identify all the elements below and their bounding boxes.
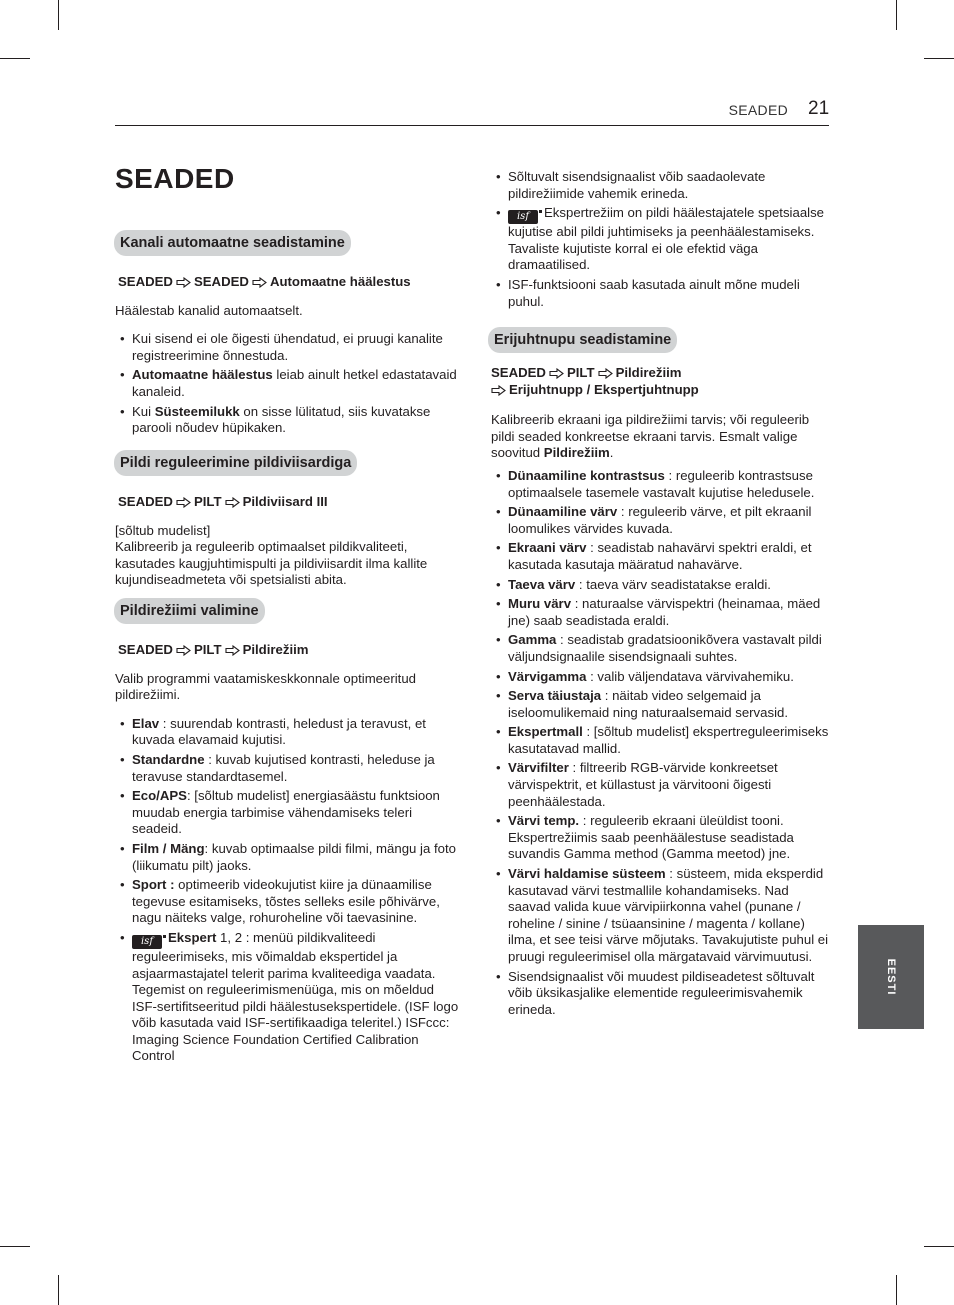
list-item: • Sisendsignaalist või muudest pildiseadetest sõltuvalt võib üksikasjalike elementide reguleerimisvahemik erineda. [491,969,831,1019]
path-step: SEADED [118,494,173,509]
bullet-list [115,331,460,437]
language-tab [858,925,924,1029]
arrow-right-icon [176,277,191,288]
path-step: SEADED [193,274,249,289]
section-heading: Pildirežiimi valimine [114,598,265,624]
crop-mark [896,0,897,30]
arrow-right-icon [252,277,267,288]
running-header-section: SEADED [728,102,788,118]
path-step: Pildiviisard III [242,494,328,509]
arrow-right-icon [491,385,506,396]
section-channel-autotune [115,230,460,440]
section-heading: Pildi reguleerimine pildiviisardiga [114,450,357,476]
arrow-right-icon [549,368,564,379]
path-step: SEADED [491,365,546,380]
list-item: • Ekspertmall : [sõltub mudelist] ekspertreguleerimiseks kasutatavad mallid. [491,724,831,757]
section-expert-control [491,327,831,1021]
menu-path [491,365,831,398]
section-intro: Valib programmi vaatamiskeskkonnale optimeeritud pildirežiimi. [115,670,417,703]
list-item: • Gamma : seadistab gradatsioonikõvera vastavalt pildi väljundsignaalile sisendsignaali suhtes. [491,632,831,665]
bullet-list [115,716,460,1065]
section-picture-wizard [115,450,460,589]
menu-path [118,494,460,511]
list-item: • ISF-funktsiooni saab kasutada ainult mõne mudeli puhul. [491,277,831,310]
list-item: • Värvi temp. : reguleerib ekraani üleüldist tooni. Ekspertrežiimis saab peenhäälestuse seadistada suvandis Gamma method (Gamma meetod) jne. [491,813,831,863]
list-item: • Film / Mäng: kuvab optimaalse pildi filmi, mängu ja foto (liikumatu pilt) jaoks. [115,841,460,874]
section-body: Kalibreerib ja reguleerib optimaalset pildikvaliteeti, kasutades kaugjuhtimispulti ja pildiviisardit ilma kallite kujundiseadmeteta või spetsialisti abita. [115,539,428,588]
section-intro: Kalibreerib ekraani iga pildirežiimi tarvis; või reguleerib pildi seaded konkreetse ekraani tarvis. Esmalt valige soovitud Pildirežiim. [491,412,810,461]
list-item: • Taeva värv : taeva värv seadistatakse eraldi. [491,577,831,594]
menu-path [118,642,460,659]
path-step: Pildirežiim [242,642,309,657]
list-item: • Sport : optimeerib videokujutist kiire ja dünaamilise tegevuse esitamiseks, tõstes selleks esile põhivärve, nagu näiteks valge, rohuroheline või taevasinine. [115,877,460,927]
crop-mark [0,1246,30,1247]
language-tab-label: EESTI [885,958,897,996]
crop-mark [896,1275,897,1305]
model-note: [sõltub mudelist] [115,522,211,538]
section-picture-mode-notes [491,169,831,313]
arrow-right-icon [225,645,240,656]
path-step: SEADED [118,274,173,289]
path-step: SEADED [118,642,173,657]
header-rule [115,125,829,126]
crop-mark [924,1246,954,1247]
list-item: • Kui sisend ei ole õigesti ühendatud, ei pruugi kanalite registreerimine õnnestuda. [115,331,460,364]
isf-logo-icon: isf [132,935,162,949]
list-item: • Standardne : kuvab kujutised kontrasti, heleduse ja teravuse standardtasemel. [115,752,460,785]
list-item: • Muru värv : naturaalse värvispektri (heinamaa, mäed jne) saab seadistada eraldi. [491,596,831,629]
crop-mark [58,1275,59,1305]
path-step: PILT [193,642,222,657]
isf-logo-icon: isf [508,210,538,224]
page-title: SEADED [115,163,235,194]
menu-path [118,274,460,291]
arrow-right-icon [176,497,191,508]
arrow-right-icon [598,368,613,379]
path-step: Pildirežiim [615,365,682,380]
list-item: • Ekraani värv : seadistab nahavärvi spektri eraldi, et kasutada kasutaja määratud nahavärve. [491,540,831,573]
bullet-list [491,169,831,310]
bullet-list [491,468,831,1018]
section-intro: Häälestab kanalid automaatselt. [115,302,303,318]
list-item: • Värvigamma : valib väljendatava värvivahemiku. [491,669,831,686]
list-item: • Eco/APS: [sõltub mudelist] energiasäästu funktsioon muudab energia tarbimise vähendamiseks teleri seadeid. [115,788,460,838]
list-item: • Dünaamiline värv : reguleerib värve, et pilt ekraanil loomulikes värvides kuvada. [491,504,831,537]
list-item: • isf Ekspertrežiim on pildi häälestajatele spetsiaalse kujutise abil pildi juhtimiseks ja peenhäälestamiseks. Tavaliste kujutiste korral ei ole efektid väga dramaatilised. [491,205,831,274]
list-item: • isf Ekspert 1, 2 : menüü pildikvaliteedi reguleerimiseks, mis võimaldab ekspertidel ja asjaarmastajatel telerit parima kvaliteediga vaadata. Tegemist on reguleerimismenüüga, mis on mõeldud ISF-sertifitseeritud pildi häälestusekspertidele. (ISF logo võib kasutada vaid ISF-sertifikaadiga teleritel.) ISFccc: Imaging Science Foundation Certified Calibration Control [115,930,460,1065]
list-item: • Kui Süsteemilukk on sisse lülitatud, siis kuvatakse parooli nõudev hüpikaken. [115,404,460,437]
crop-mark [924,58,954,59]
path-step: Erijuhtnupp / Ekspertjuhtnupp [509,381,699,397]
section-picture-mode [115,598,460,1068]
arrow-right-icon [225,497,240,508]
section-heading: Kanali automaatne seadistamine [114,230,351,256]
crop-mark [58,0,59,30]
list-item: • Värvifilter : filtreerib RGB-värvide konkreetset värvispektrit, et küllastust ja värvitooni õigesti peenhäälestada. [491,760,831,810]
list-item: • Automaatne häälestus leiab ainult hetkel edastatavaid kanaleid. [115,367,460,400]
page-number: 21 [808,98,830,119]
path-step: PILT [566,365,595,380]
path-step: PILT [193,494,222,509]
path-step: Automaatne häälestus [269,274,411,289]
section-heading: Erijuhtnupu seadistamine [488,327,677,353]
list-item: • Dünaamiline kontrastsus : reguleerib kontrastsuse optimaalsele tasemele vastavalt kujutise heledusele. [491,468,831,501]
list-item: • Serva täiustaja : näitab video selgemaid ja iseloomulikemaid ning naturaalsemaid servasid. [491,688,831,721]
arrow-right-icon [176,645,191,656]
list-item: • Värvi haldamise süsteem : süsteem, mida eksperdid kasutavad värvi testmallile kohandamiseks. Nad saavad valida kuue värvipiirkonna vahel (punane / roheline / sinine / tsüaansinine / magenta / kollane) ilma, et see teisi värve mõjutaks. Tavakujutiste puhul ei pruugi reguleerimisel olla märgatavaid värvimuutusi. [491,866,831,966]
list-item: • Elav : suurendab kontrasti, heledust ja teravust, et kuvada elavamaid kujutisi. [115,716,460,749]
crop-mark [0,58,30,59]
list-item: • Sõltuvalt sisendsignaalist võib saadaolevate pildirežiimide vahemik erineda. [491,169,831,202]
